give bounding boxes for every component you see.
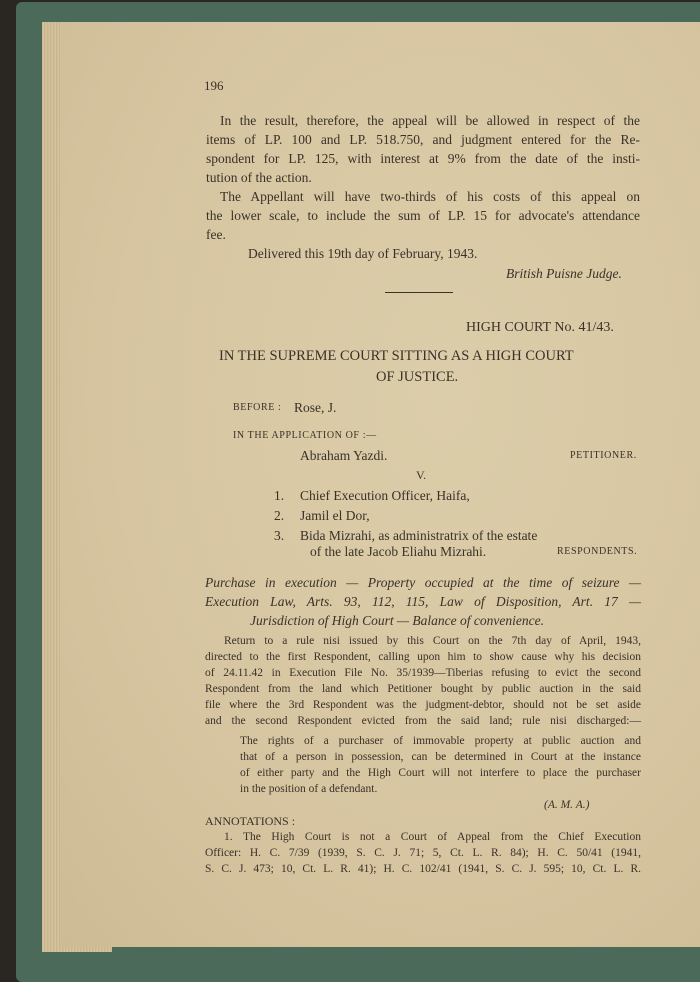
delivered-date: Delivered this 19th day of February, 1943. <box>248 246 478 261</box>
annotations-heading: ANNOTATIONS : <box>205 814 296 828</box>
petitioner-label: PETITIONER. <box>570 450 637 461</box>
judgment-line: The Appellant will have two-thirds of his costs of this appeal on <box>220 189 640 204</box>
annotation-line: Officer: H. C. 7/39 (1939, S. C. J. 71; 5, Ct. L. R. 84); H. C. 50/41 (1941, <box>205 847 641 859</box>
respondent-name: Bida Mizrahi, as administratrix of the estate <box>300 528 538 543</box>
headnote-line: Jurisdiction of High Court — Balance of convenience. <box>250 613 544 628</box>
judgment-line: items of LP. 100 and LP. 518.750, and judgment entered for the Re- <box>206 132 640 147</box>
respondents-label: RESPONDENTS. <box>557 546 638 557</box>
summary-line: Return to a rule nisi issued by this Court on the 7th day of April, 1943, <box>224 635 641 647</box>
headnote-line: Purchase in execution — Property occupied at the time of seizure — <box>205 575 641 590</box>
respondent-number: 3. <box>274 528 285 543</box>
summary-line: of 24.11.42 in Execution File No. 35/1939—Tiberias refusing to evict the second <box>205 667 641 679</box>
judgment-line: fee. <box>206 227 226 242</box>
holding-line: that of a person in possession, can be determined in Court at the instance <box>240 751 641 763</box>
headnote-line: Execution Law, Arts. 93, 112, 115, Law of Disposition, Art. 17 — <box>205 594 641 609</box>
holding-line: in the position of a defendant. <box>240 783 378 795</box>
page-number: 196 <box>204 78 224 93</box>
section-divider <box>385 292 453 293</box>
court-title: OF JUSTICE. <box>376 369 459 385</box>
book-page <box>60 22 700 947</box>
case-number: HIGH COURT No. 41/43. <box>466 320 614 335</box>
summary-line: directed to the first Respondent, calling upon him to show cause why his decision <box>205 651 641 663</box>
before-label: BEFORE : <box>233 402 282 413</box>
respondent-name: Jamil el Dor, <box>300 508 370 523</box>
respondent-number: 1. <box>274 488 285 503</box>
respondent-name: Chief Execution Officer, Haifa, <box>300 488 470 503</box>
respondent-number: 2. <box>274 508 285 523</box>
editor-initials: (A. M. A.) <box>544 799 590 811</box>
judge-name: Rose, J. <box>294 400 337 415</box>
application-label: IN THE APPLICATION OF :— <box>233 430 377 441</box>
holding-line: The rights of a purchaser of immovable property at public auction and <box>240 735 641 747</box>
summary-line: file where the 3rd Respondent was the judgment-debtor, should not be set aside <box>205 699 641 711</box>
annotation-line: 1. The High Court is not a Court of Appeal from the Chief Execution <box>224 831 641 843</box>
judgment-line: tution of the action. <box>206 170 312 185</box>
versus: V. <box>416 468 427 482</box>
respondent-name: of the late Jacob Eliahu Mizrahi. <box>310 544 487 559</box>
court-title: IN THE SUPREME COURT SITTING AS A HIGH COURT <box>219 348 574 364</box>
petitioner-name: Abraham Yazdi. <box>300 448 388 463</box>
judgment-line: In the result, therefore, the appeal will be allowed in respect of the <box>220 113 640 128</box>
summary-line: and the second Respondent evicted from the said land; rule nisi discharged:— <box>205 715 641 727</box>
judge-signature: British Puisne Judge. <box>506 266 622 281</box>
annotation-line: S. C. J. 473; 10, Ct. L. R. 41); H. C. 102/41 (1941, S. C. J. 595; 10, Ct. L. R. <box>205 863 641 875</box>
judgment-line: the lower scale, to include the sum of LP. 15 for advocate's attendance <box>206 208 640 223</box>
summary-line: Respondent from the land which Petitioner bought by public auction in the said <box>205 683 641 695</box>
holding-line: of either party and the High Court will not interfere to place the purchaser <box>240 767 641 779</box>
judgment-line: spondent for LP. 125, with interest at 9% from the date of the insti- <box>206 151 640 166</box>
